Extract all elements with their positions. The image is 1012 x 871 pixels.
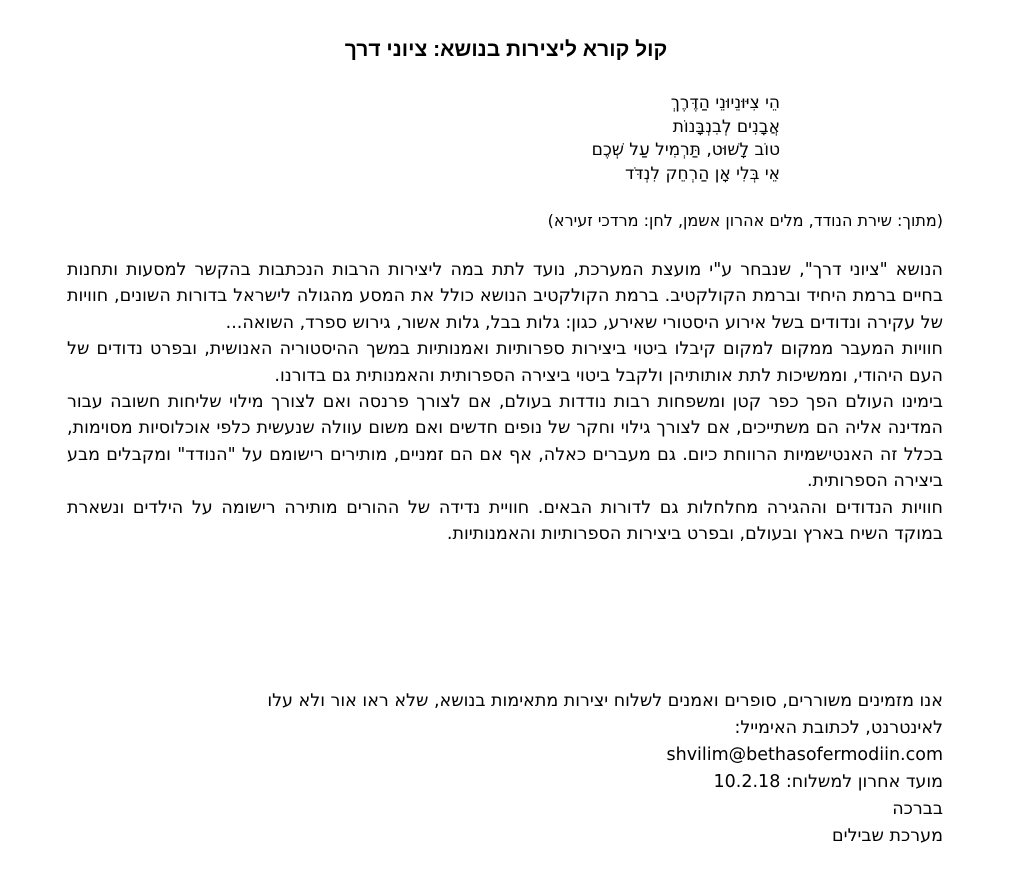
body-text (67, 257, 943, 547)
invitation-text: אנו מזמינים משוררים, סופרים ואמנים לשלוח יצירות מתאימות בנושא, שלא ראו אור ולא עלו (267, 691, 943, 711)
paragraph: בימינו העולם הפך כפר קטן ומשפחות רבות נודדות בעולם, אם לצורך פרנסה ואם לצורך מילוי שליחות חשובה עבור המדינה אליה הם משתייכים, אם לצורך גילוי וחקר של נופים חדשים ואם משום עוולה שנעשית כלפי אוכלוסיות מסוימות, בכלל זה האנטישמיות הרווחת כיום. גם מעברים כאלה, אף אם הם זמניים, מותירים רישומם על "הנודד" ומקבלים מבע ביצירה הספרותית. (67, 392, 943, 492)
poem-line: טוֹב לָשׁוּט, תַּרְמִיל עַל שְׁכֶם (591, 140, 780, 160)
page-title: קול קורא ליצירות בנושא: ציוני דרך (344, 38, 668, 61)
email-address[interactable]: shvilim@bethasofermodiin.com (666, 745, 943, 765)
poem-line: אֵי בְּלִי אָן הַרְחֵק לִנְדֹּד (625, 163, 780, 184)
poem-source-note: (מתוך: שירת הנודד, מלים אהרון אשמן, לחן: מרדכי זעירא) (547, 211, 943, 230)
poem-line: הֵי צִיּוּנֵיוּנֵי הַדֶּרֶךְ (670, 93, 780, 113)
paragraph: חוויות המעבר ממקום למקום קיבלו ביטוי ביצירות ספרותיות ואמנותיות במשך ההיסטוריה האנושית, ובפרט נדודים של העם היהודי, וממשיכות לתת אותותיהן ולקבל ביטוי ביצירה הספרותית והאמנותית גם בדורנו. (67, 339, 943, 386)
signature: מערכת שבילים (832, 826, 943, 846)
poem-line: אֲבָנִים לְבִנְבָּנוֹת (672, 116, 780, 137)
deadline: מועד אחרון למשלוח: 10.2.18 (713, 772, 943, 792)
invitation-text-continued: לאינטרנט, לכתובת האימייל: (734, 718, 943, 738)
email-row (67, 742, 943, 769)
paragraph: חוויות הנדודים וההגירה מחלחלות גם לדורות הבאים. חוויית נדידה של ההורים מותירה רישומה על הילדים ונשארת במוקד השיח בארץ ובעולם, ובפרט ביצירות הספרותיות והאמנותיות. (67, 497, 943, 545)
paragraph: הנושא "ציוני דרך", שנבחר ע"י מועצת המערכת, נועד לתת במה ליצירות הרבות הנכתבות בהקשר למסעות ותחנות בחיים ברמת היחיד וברמת הקולקטיב. ברמת הקולקטיב הנושא כולל את המסע מהגולה לישראל בדורות השונים, חוויות של עקירה ונדודים בשל אירוע היסטורי שאירע, כגון: גלות בבל, גלות אשור, גירוש ספרד, השואה... (67, 260, 943, 333)
closing-section (67, 688, 943, 850)
greeting: בברכה (892, 799, 943, 819)
poem-excerpt (592, 92, 780, 186)
